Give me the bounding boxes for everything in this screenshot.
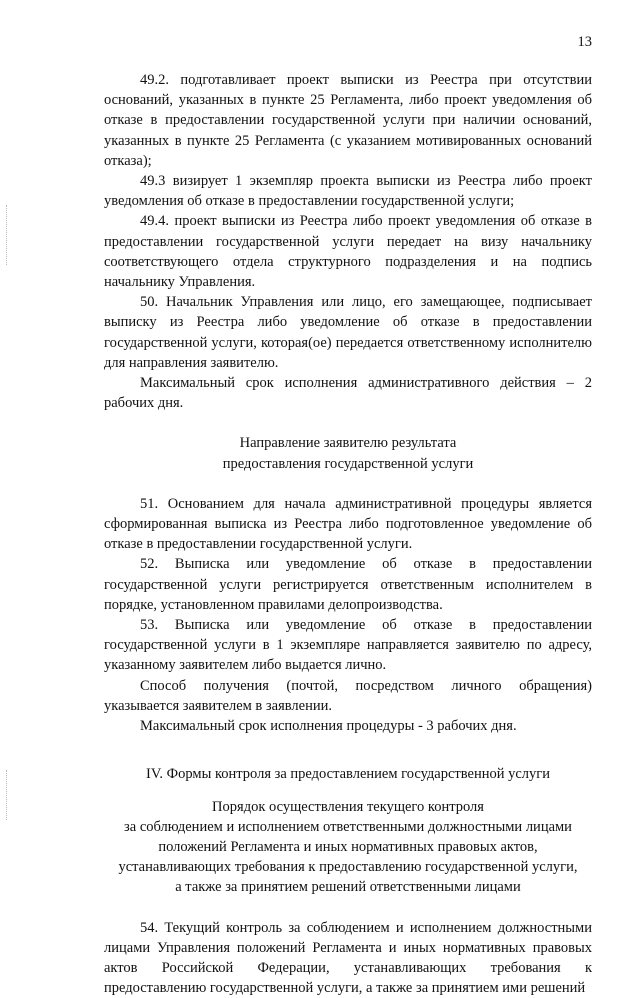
page-number: 13	[577, 34, 592, 50]
heading-control-line3: положений Регламента и иных нормативных правовых актов,	[158, 838, 538, 855]
paragraph-51: 51. Основанием для начала административной процедуры является сформированная выписка из Реестра либо подготовленное уведомление об отказе в предоставлении государственной услуги.	[104, 495, 592, 553]
section-iv-title: IV. Формы контроля за предоставлением государственной услуги	[146, 766, 550, 783]
paragraph-delivery-method: Способ получения (почтой, посредством личного обращения) указывается заявителем в заявлении.	[104, 677, 592, 714]
document-body	[104, 70, 592, 998]
heading-control-line5: а также за принятием решений ответственными лицами	[175, 879, 521, 896]
heading-control-line2: за соблюдением и исполнением ответственными должностными лицами	[124, 818, 572, 835]
scan-edge-dots-top	[6, 205, 9, 265]
paragraph-53: 53. Выписка или уведомление об отказе в предоставлении государственной услуги в 1 экземпляре направляется заявителю по адресу, указанному заявителем либо выдается лично.	[104, 617, 592, 674]
heading-control-line1: Порядок осуществления текущего контроля	[212, 798, 484, 815]
paragraph-54: 54. Текущий контроль за соблюдением и исполнением должностными лицами Управления положений Регламента и иных нормативных правовых актов Российской Федерации, устанавливающих требования к предоставлению государственной услуги, а также за принятием ими решений	[104, 919, 592, 997]
heading-result-line2: предоставления государственной услуги	[222, 455, 474, 472]
paragraph-49-3: 49.3 визирует 1 экземпляр проекта выписки из Реестра либо проект уведомления об отказе в предоставлении государственной услуги;	[104, 173, 592, 210]
paragraph-52: 52. Выписка или уведомление об отказе в предоставлении государственной услуги регистрируется ответственным исполнителем в порядке, установленном правилами делопроизводства.	[104, 556, 592, 613]
paragraph-49-4: 49.4. проект выписки из Реестра либо проект уведомления об отказе в предоставлении государственной услуги передает на визу начальнику соответствующего отдела структурного подразделения и на подпись начальнику Управления.	[104, 213, 592, 291]
paragraph-50: 50. Начальник Управления или лицо, его замещающее, подписывает выписку из Реестра либо уведомление об отказе в предоставлении государственной услуги, которая(ое) передается ответственному исполнителю для направления заявителю.	[104, 294, 592, 371]
heading-result-line1: Направление заявителю результата	[239, 435, 457, 452]
paragraph-max-term-procedure: Максимальный срок исполнения процедуры - 3 рабочих дня.	[140, 718, 517, 735]
scan-edge-dots-bottom	[6, 770, 9, 820]
heading-control-line4: устанавливающих требования к предоставлению государственной услуги,	[118, 859, 578, 876]
paragraph-49-2: 49.2. подготавливает проект выписки из Реестра при отсутствии оснований, указанных в пункте 25 Регламента, либо проект уведомления об отказе в предоставлении государственной услуги при наличии оснований, указанных в пункте 25 Регламента (с указанием мотивированных оснований отказа);	[104, 72, 592, 169]
paragraph-max-term-action: Максимальный срок исполнения административного действия – 2 рабочих дня.	[104, 375, 592, 412]
